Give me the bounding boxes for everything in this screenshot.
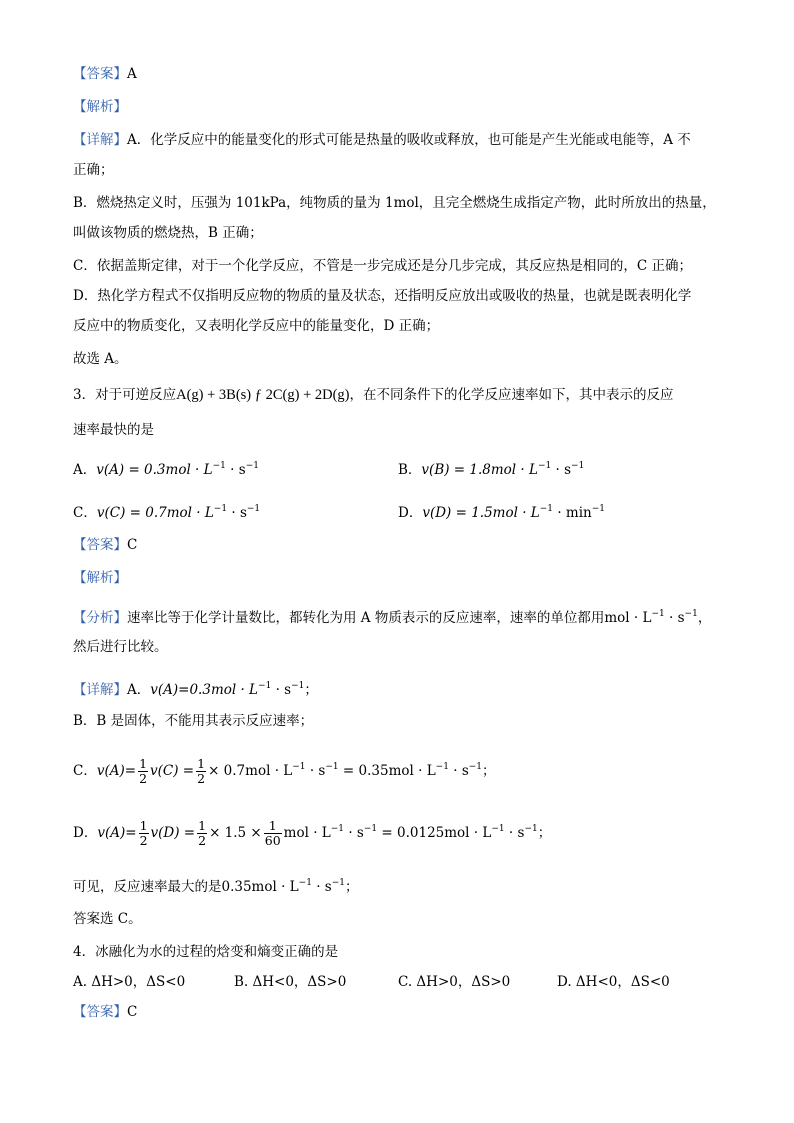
detail-a-line1: 【详解】A．化学反应中的能量变化的形式可能是热量的吸收或释放，也可能是产生光能或电能等，A 不 [73,132,691,148]
detail-a-line2: 正确； [73,162,114,178]
q3-answer-line: 【答案】C [73,537,138,553]
answer-value: A [127,66,137,82]
q3-conclusion: 答案选 C。 [73,911,142,927]
q3-detail-c: C．v(A)= $\frac{1}{2}$ v(C) = $\frac{1}{2}$ × $0.7mol \cdot L^{-1} \cdot s^{-1} = 0.35mol \cdot L^{-1} \cdot s^{-1}$； [73,756,496,786]
q4-option-c: C. ΔH>0，ΔS>0 [398,974,511,990]
q3-option-b: B．$v(B) = 1.8mol \cdot L^{-1} \cdot s^{-1}$ [398,461,585,478]
fraction-half: $\frac{1}{2}$ [139,818,148,848]
q4-option-a: A. ΔH>0，ΔS<0 [73,974,186,990]
q3-fenxi-line1: 【分析】速率比等于化学计量数比，都转化为用 A 物质表示的反应速率，速率的单位都用mol · $L^{-1} \cdot s^{-1}$， [73,609,712,626]
q3-detail-b: B．B 是固体，不能用其表示反应速率； [73,713,314,729]
detail-b-line1: B．燃烧热定义时，压强为 101kPa，纯物质的量为 1mol，且完全燃烧生成指定产物，此时所放出的热量， [73,195,716,211]
detail-d-line2: 反应中的物质变化，又表明化学反应中的能量变化，D 正确； [73,318,440,334]
fraction-half: $\frac{1}{2}$ [139,756,148,786]
q3-answer-value: C [127,537,138,553]
q3-max-line: 可见，反应速率最大的是$0.35mol \cdot L^{-1} \cdot s^{-1}$； [73,878,359,895]
detail-c-line: C．依据盖斯定律，对于一个化学反应，不管是一步完成还是分几步完成，其反应热是相同的，C 正确； [73,258,692,274]
q3-analysis-tag: 【解析】 [73,570,127,586]
fraction-half: $\frac{1}{2}$ [197,756,206,786]
conclusion-line: 故选 A。 [73,351,128,367]
answer-line [73,64,137,84]
q3-fenxi-line2: 然后进行比较。 [73,639,168,655]
q3-detail-d: D．v(A)= $\frac{1}{2}$ v(D) = $\frac{1}{2}$ × 1.5 × $\frac{1}{60}$ mol · $L^{-1} \cdot s^{-1} = 0.0125mol \cdot L^{-1} \cdot s^{-1}$； [73,818,552,848]
q3-detail-a: 【详解】A．$v(A)=0.3mol \cdot L^{-1} \cdot s^{-1}$； [73,681,318,698]
q4-stem: 4．冰融化为水的过程的焓变和熵变正确的是 [73,944,339,960]
reaction-equation: A(g) + 3B(s) ƒ 2C(g) + 2D(g) [176,387,350,403]
fraction-half: $\frac{1}{2}$ [198,818,207,848]
analysis-tag: 【解析】 [73,99,127,115]
fraction-sixtieth: $\frac{1}{60}$ [264,818,281,848]
q4-option-d: D. ΔH<0，ΔS<0 [557,974,670,990]
q3-option-d: D．$v(D) = 1.5mol \cdot L^{-1} \cdot \min^{-1}$ [398,504,606,521]
q3-stem-line2: 速率最快的是 [73,422,154,438]
q3-stem-line1: 3．对于可逆反应A(g) + 3B(s) ƒ 2C(g) + 2D(g)，在不同条件下的化学反应速率如下，其中表示的反应 [73,387,674,403]
q4-option-b: B. ΔH<0，ΔS>0 [234,974,347,990]
detail-d-line1: D．热化学方程式不仅指明反应物的物质的量及状态，还指明反应放出或吸收的热量，也就是既表明化学 [73,288,692,304]
q4-answer-line: 【答案】C [73,1004,138,1020]
q3-option-a: A．$v(A) = 0.3mol \cdot L^{-1} \cdot s^{-1}$ [73,461,259,478]
detail-b-line2: 叫做该物质的燃烧热，B 正确； [73,225,263,241]
q4-answer-value: C [127,1004,138,1020]
q3-option-c: C．$v(C) = 0.7mol \cdot L^{-1} \cdot s^{-1}$ [73,504,261,521]
answer-tag: 【答案】 [73,66,127,82]
